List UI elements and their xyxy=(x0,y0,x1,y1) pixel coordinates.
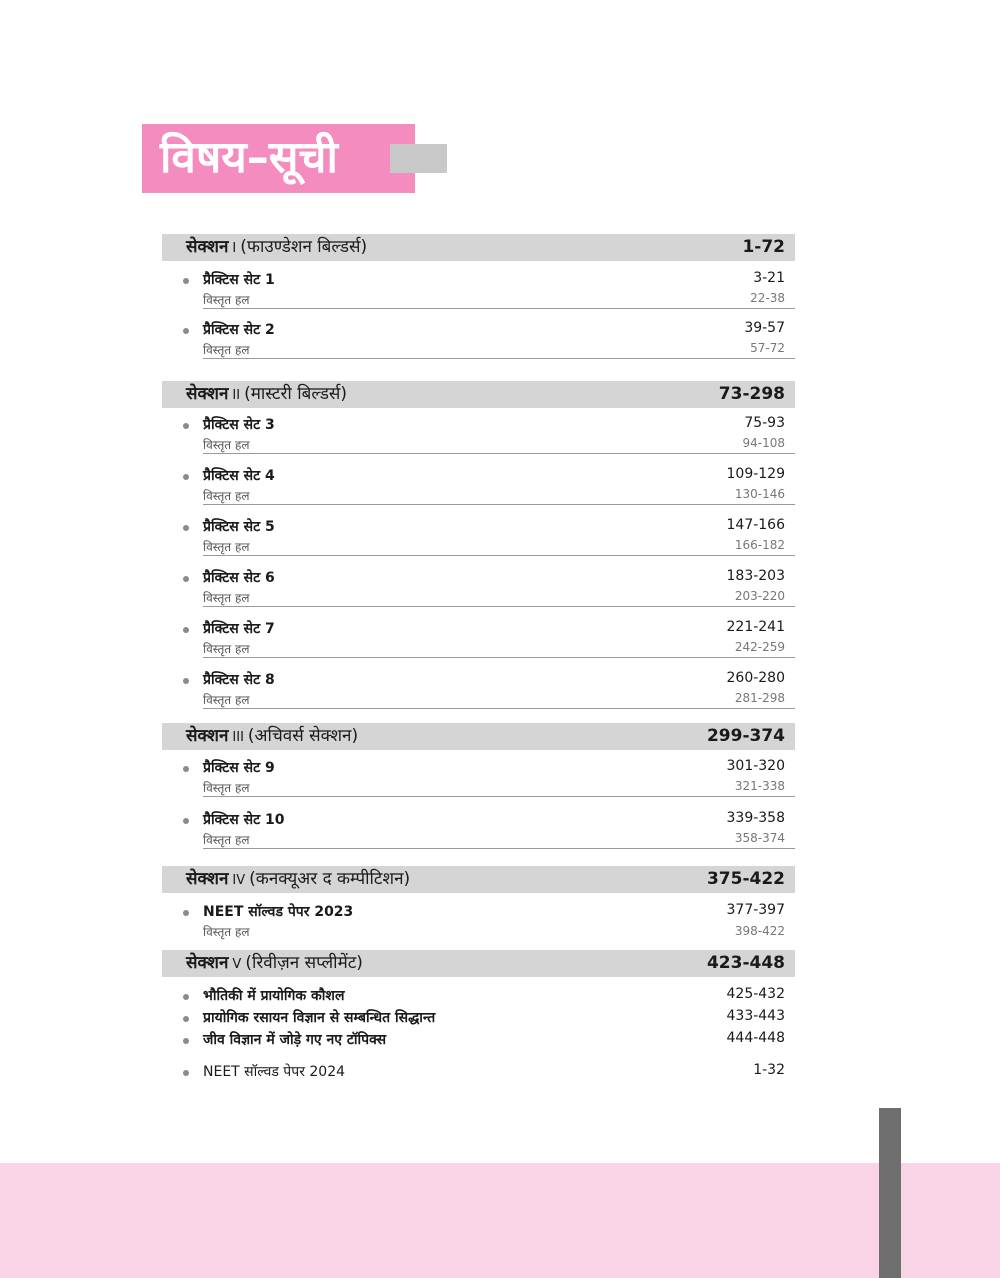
item-sub-range: 130-146 xyxy=(734,487,785,501)
section-name: (कनक्यूअर द कम्पीटिशन) xyxy=(249,869,411,889)
section-header-2[interactable] xyxy=(162,381,795,408)
item-name: प्रैक्टिस सेट 3 xyxy=(203,417,275,433)
item-name: प्रैक्टिस सेट 2 xyxy=(203,322,275,338)
item-sub-range: 398-422 xyxy=(734,924,785,938)
section-label: सेक्शन xyxy=(186,384,229,404)
page-title: विषय–सूची xyxy=(160,132,338,183)
item-sub-name: विस्तृत हल xyxy=(203,343,250,357)
bullet-icon xyxy=(183,627,189,633)
item-range: 3-21 xyxy=(753,270,785,286)
section-range: 423-448 xyxy=(706,953,785,973)
section-range: 299-374 xyxy=(706,726,785,746)
section-label: सेक्शन xyxy=(186,869,229,889)
bullet-icon xyxy=(183,818,189,824)
item-name: प्रैक्टिस सेट 5 xyxy=(203,519,275,535)
section-header-5[interactable] xyxy=(162,950,795,977)
bullet-icon xyxy=(183,1016,189,1022)
section-name: (मास्टरी बिल्डर्स) xyxy=(244,384,348,404)
item-name: प्रैक्टिस सेट 9 xyxy=(203,760,275,776)
item-name: प्रैक्टिस सेट 10 xyxy=(203,812,285,828)
item-sub-range: 94-108 xyxy=(742,436,785,450)
item-name: भौतिकी में प्रायोगिक कौशल xyxy=(203,988,345,1004)
section-numeral: I xyxy=(232,241,237,256)
divider xyxy=(203,453,795,454)
item-range: 183-203 xyxy=(726,568,785,584)
item-range: 109-129 xyxy=(726,466,785,482)
item-sub-range: 166-182 xyxy=(734,538,785,552)
divider xyxy=(203,555,795,556)
bullet-icon xyxy=(183,423,189,429)
section-numeral: III xyxy=(232,730,244,745)
item-range: 301-320 xyxy=(726,758,785,774)
item-sub-name: विस्तृत हल xyxy=(203,833,250,847)
divider xyxy=(203,848,795,849)
item-range: 147-166 xyxy=(726,517,785,533)
item-range: 221-241 xyxy=(726,619,785,635)
section-numeral: V xyxy=(232,957,242,972)
bullet-icon xyxy=(183,766,189,772)
divider xyxy=(203,606,795,607)
bullet-icon xyxy=(183,576,189,582)
section-range: 375-422 xyxy=(706,869,785,889)
bullet-icon xyxy=(183,910,189,916)
bullet-icon xyxy=(183,525,189,531)
item-range: 260-280 xyxy=(726,670,785,686)
section-numeral: IV xyxy=(232,873,246,888)
section-name: (अचिवर्स सेक्शन) xyxy=(247,726,359,746)
item-sub-name: विस्तृत हल xyxy=(203,925,250,939)
item-range: 339-358 xyxy=(726,810,785,826)
divider xyxy=(203,796,795,797)
item-name: NEET सॉल्वड पेपर 2024 xyxy=(203,1064,346,1080)
item-range: 1-32 xyxy=(753,1062,785,1078)
divider xyxy=(203,504,795,505)
title-accent-bar xyxy=(390,144,447,173)
item-sub-name: विस्तृत हल xyxy=(203,438,250,452)
bullet-icon xyxy=(183,328,189,334)
divider xyxy=(203,708,795,709)
item-sub-name: विस्तृत हल xyxy=(203,591,250,605)
item-name: प्रैक्टिस सेट 1 xyxy=(203,272,275,288)
section-header-1[interactable] xyxy=(162,234,795,261)
item-range: 377-397 xyxy=(726,902,785,918)
section-label: सेक्शन xyxy=(186,237,229,257)
section-name: (फाउण्डेशन बिल्डर्स) xyxy=(240,237,368,257)
section-header-4[interactable] xyxy=(162,866,795,893)
bullet-icon xyxy=(183,278,189,284)
item-range: 39-57 xyxy=(744,320,785,336)
item-name: प्रैक्टिस सेट 8 xyxy=(203,672,275,688)
item-sub-range: 281-298 xyxy=(734,691,785,705)
section-range: 1-72 xyxy=(742,237,785,257)
section-range: 73-298 xyxy=(718,384,785,404)
page-tab-marker xyxy=(879,1108,901,1278)
item-name: प्रायोगिक रसायन विज्ञान से सम्बन्धित सिद्धान्त xyxy=(203,1010,436,1026)
section-numeral: II xyxy=(232,388,241,403)
item-sub-range: 321-338 xyxy=(734,779,785,793)
item-name: जीव विज्ञान में जोड़े गए नए टॉपिक्स xyxy=(203,1032,387,1048)
item-sub-name: विस्तृत हल xyxy=(203,693,250,707)
item-range: 444-448 xyxy=(726,1030,785,1046)
divider xyxy=(203,308,795,309)
bullet-icon xyxy=(183,994,189,1000)
item-name: NEET सॉल्वड पेपर 2023 xyxy=(203,904,354,920)
item-range: 75-93 xyxy=(744,415,785,431)
footer-band xyxy=(0,1163,1000,1278)
item-sub-range: 203-220 xyxy=(734,589,785,603)
bullet-icon xyxy=(183,474,189,480)
item-sub-range: 57-72 xyxy=(750,341,785,355)
bullet-icon xyxy=(183,1070,189,1076)
item-sub-name: विस्तृत हल xyxy=(203,489,250,503)
section-label: सेक्शन xyxy=(186,953,229,973)
divider xyxy=(203,358,795,359)
item-range: 425-432 xyxy=(726,986,785,1002)
section-label: सेक्शन xyxy=(186,726,229,746)
item-sub-name: विस्तृत हल xyxy=(203,540,250,554)
item-sub-range: 22-38 xyxy=(750,291,785,305)
bullet-icon xyxy=(183,678,189,684)
item-sub-name: विस्तृत हल xyxy=(203,781,250,795)
item-sub-name: विस्तृत हल xyxy=(203,642,250,656)
section-name: (रिवीज़न सप्लीमेंट) xyxy=(245,953,363,973)
item-name: प्रैक्टिस सेट 7 xyxy=(203,621,275,637)
item-name: प्रैक्टिस सेट 4 xyxy=(203,468,275,484)
item-sub-range: 358-374 xyxy=(734,831,785,845)
divider xyxy=(203,657,795,658)
item-range: 433-443 xyxy=(726,1008,785,1024)
bullet-icon xyxy=(183,1038,189,1044)
section-header-3[interactable] xyxy=(162,723,795,750)
item-name: प्रैक्टिस सेट 6 xyxy=(203,570,275,586)
item-sub-name: विस्तृत हल xyxy=(203,293,250,307)
item-sub-range: 242-259 xyxy=(734,640,785,654)
